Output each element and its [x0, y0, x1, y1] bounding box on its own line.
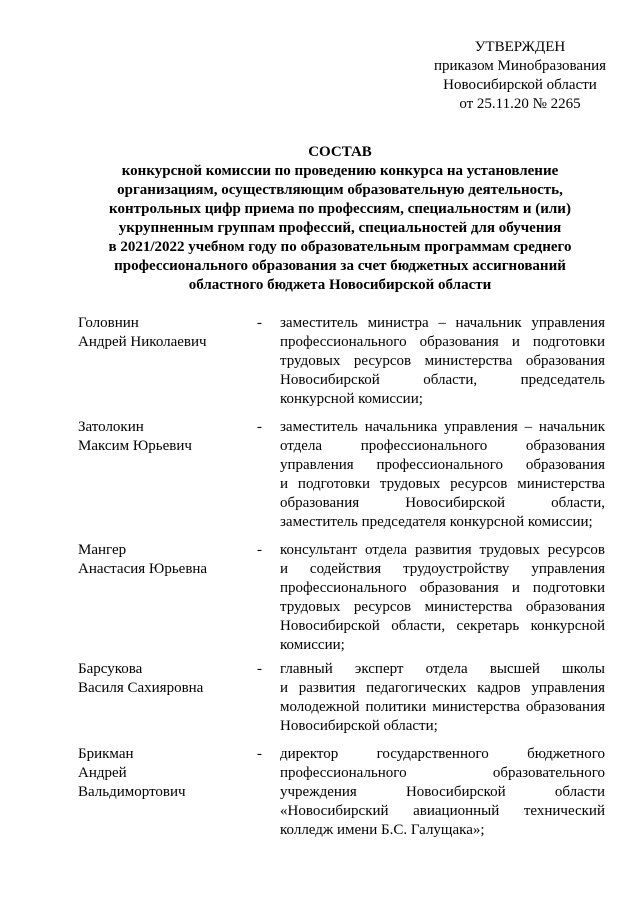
- member-dash: -: [257, 661, 262, 677]
- member-given-names: Андрей: [78, 765, 127, 781]
- document-subtitle-line: организациям, осуществляющим образовательную деятельность,: [117, 182, 563, 198]
- member-role-line: трудовых ресурсов министерства образования: [280, 599, 605, 615]
- member-given-names: Андрей Николаевич: [78, 334, 207, 350]
- member-name: [78, 660, 248, 698]
- member-surname: Мангер: [78, 542, 127, 558]
- member-role-line: Новосибирской области, секретарь конкурсной: [280, 618, 605, 634]
- member-role-line: заместитель начальника управления – начальник: [280, 419, 605, 435]
- member-role-line: конкурсной комиссии;: [280, 391, 423, 407]
- member-role-line: профессионального образовательного: [280, 765, 605, 781]
- member-role-line: колледж имени Б.С. Галущака»;: [280, 822, 485, 838]
- document-title: СОСТАВ: [308, 144, 372, 160]
- member-role-line: и развития педагогических кадров управления: [280, 680, 605, 696]
- member-role-line: образования Новосибирской области,: [280, 495, 605, 511]
- member-role-line: отдела профессионального образования: [280, 438, 605, 454]
- member-role-line: «Новосибирский авиационный технический: [280, 803, 605, 819]
- member-role-line: и подготовки трудовых ресурсов министерства: [280, 476, 605, 492]
- member-surname: Барсукова: [78, 661, 143, 677]
- approval-line: от 25.11.20 № 2265: [459, 96, 581, 112]
- member-role-line: директор государственного бюджетного: [280, 746, 605, 762]
- member-role-line: трудовых ресурсов министерства образования: [280, 353, 605, 369]
- member-role-line: заместитель председателя конкурсной комиссии;: [280, 514, 593, 530]
- approval-line: УТВЕРЖДЕН: [474, 39, 566, 55]
- member-role-line: комиссии;: [280, 637, 345, 653]
- approval-line: приказом Минобразования: [433, 58, 607, 74]
- member-role-line: заместитель министра – начальник управления: [280, 315, 605, 331]
- member-role-line: главный эксперт отдела высшей школы: [280, 661, 605, 677]
- member-surname: Головнин: [78, 315, 139, 331]
- document-subtitle-line: укрупненным группам профессий, специальностей для обучения: [118, 220, 562, 236]
- member-name: [78, 541, 248, 579]
- member-role: [280, 314, 605, 409]
- member-dash: -: [257, 542, 262, 558]
- document-subtitle-line: в 2021/2022 учебном году по образовательным программам среднего: [108, 239, 572, 255]
- member-surname: Брикман: [78, 746, 134, 762]
- approval-line: Новосибирской области: [443, 77, 597, 93]
- member-role-line: управления профессионального образования: [280, 457, 605, 473]
- member-name: [78, 745, 248, 802]
- member-dash: -: [257, 419, 262, 435]
- member-name: [78, 418, 248, 456]
- document-heading: [70, 143, 610, 295]
- member-role-line: профессионального образования и подготовки: [280, 580, 605, 596]
- document-subtitle-line: профессионального образования за счет бюджетных ассигнований: [114, 258, 566, 274]
- member-role: [280, 418, 605, 532]
- member-given-names: Максим Юрьевич: [78, 438, 192, 454]
- document-subtitle-line: областного бюджета Новосибирской области: [188, 277, 492, 293]
- member-dash: -: [257, 315, 262, 331]
- member-role-line: консультант отдела развития трудовых ресурсов: [280, 542, 605, 558]
- document-subtitle-line: контрольных цифр приема по профессиям, специальностям и (или): [109, 201, 571, 217]
- member-role-line: молодежной политики министерства образования: [280, 699, 605, 715]
- member-role-line: Новосибирской области, председатель: [280, 372, 605, 388]
- member-given-names: Анастасия Юрьевна: [78, 561, 208, 577]
- member-role: [280, 541, 605, 655]
- member-surname: Затолокин: [78, 419, 144, 435]
- member-role: [280, 745, 605, 840]
- member-role-line: учреждения Новосибирской области: [280, 784, 605, 800]
- member-role-line: и содействия трудоустройству управления: [280, 561, 605, 577]
- member-role-line: профессионального образования и подготовки: [280, 334, 605, 350]
- member-name: [78, 314, 248, 352]
- member-role-line: Новосибирской области;: [280, 718, 438, 734]
- approval-stamp: [400, 38, 640, 114]
- member-role: [280, 660, 605, 736]
- member-patronymic: Вальдимортович: [78, 784, 186, 800]
- member-dash: -: [257, 746, 262, 762]
- document-subtitle-line: конкурсной комиссии по проведению конкурса на установление: [121, 163, 559, 179]
- member-given-names: Василя Сахияровна: [78, 680, 204, 696]
